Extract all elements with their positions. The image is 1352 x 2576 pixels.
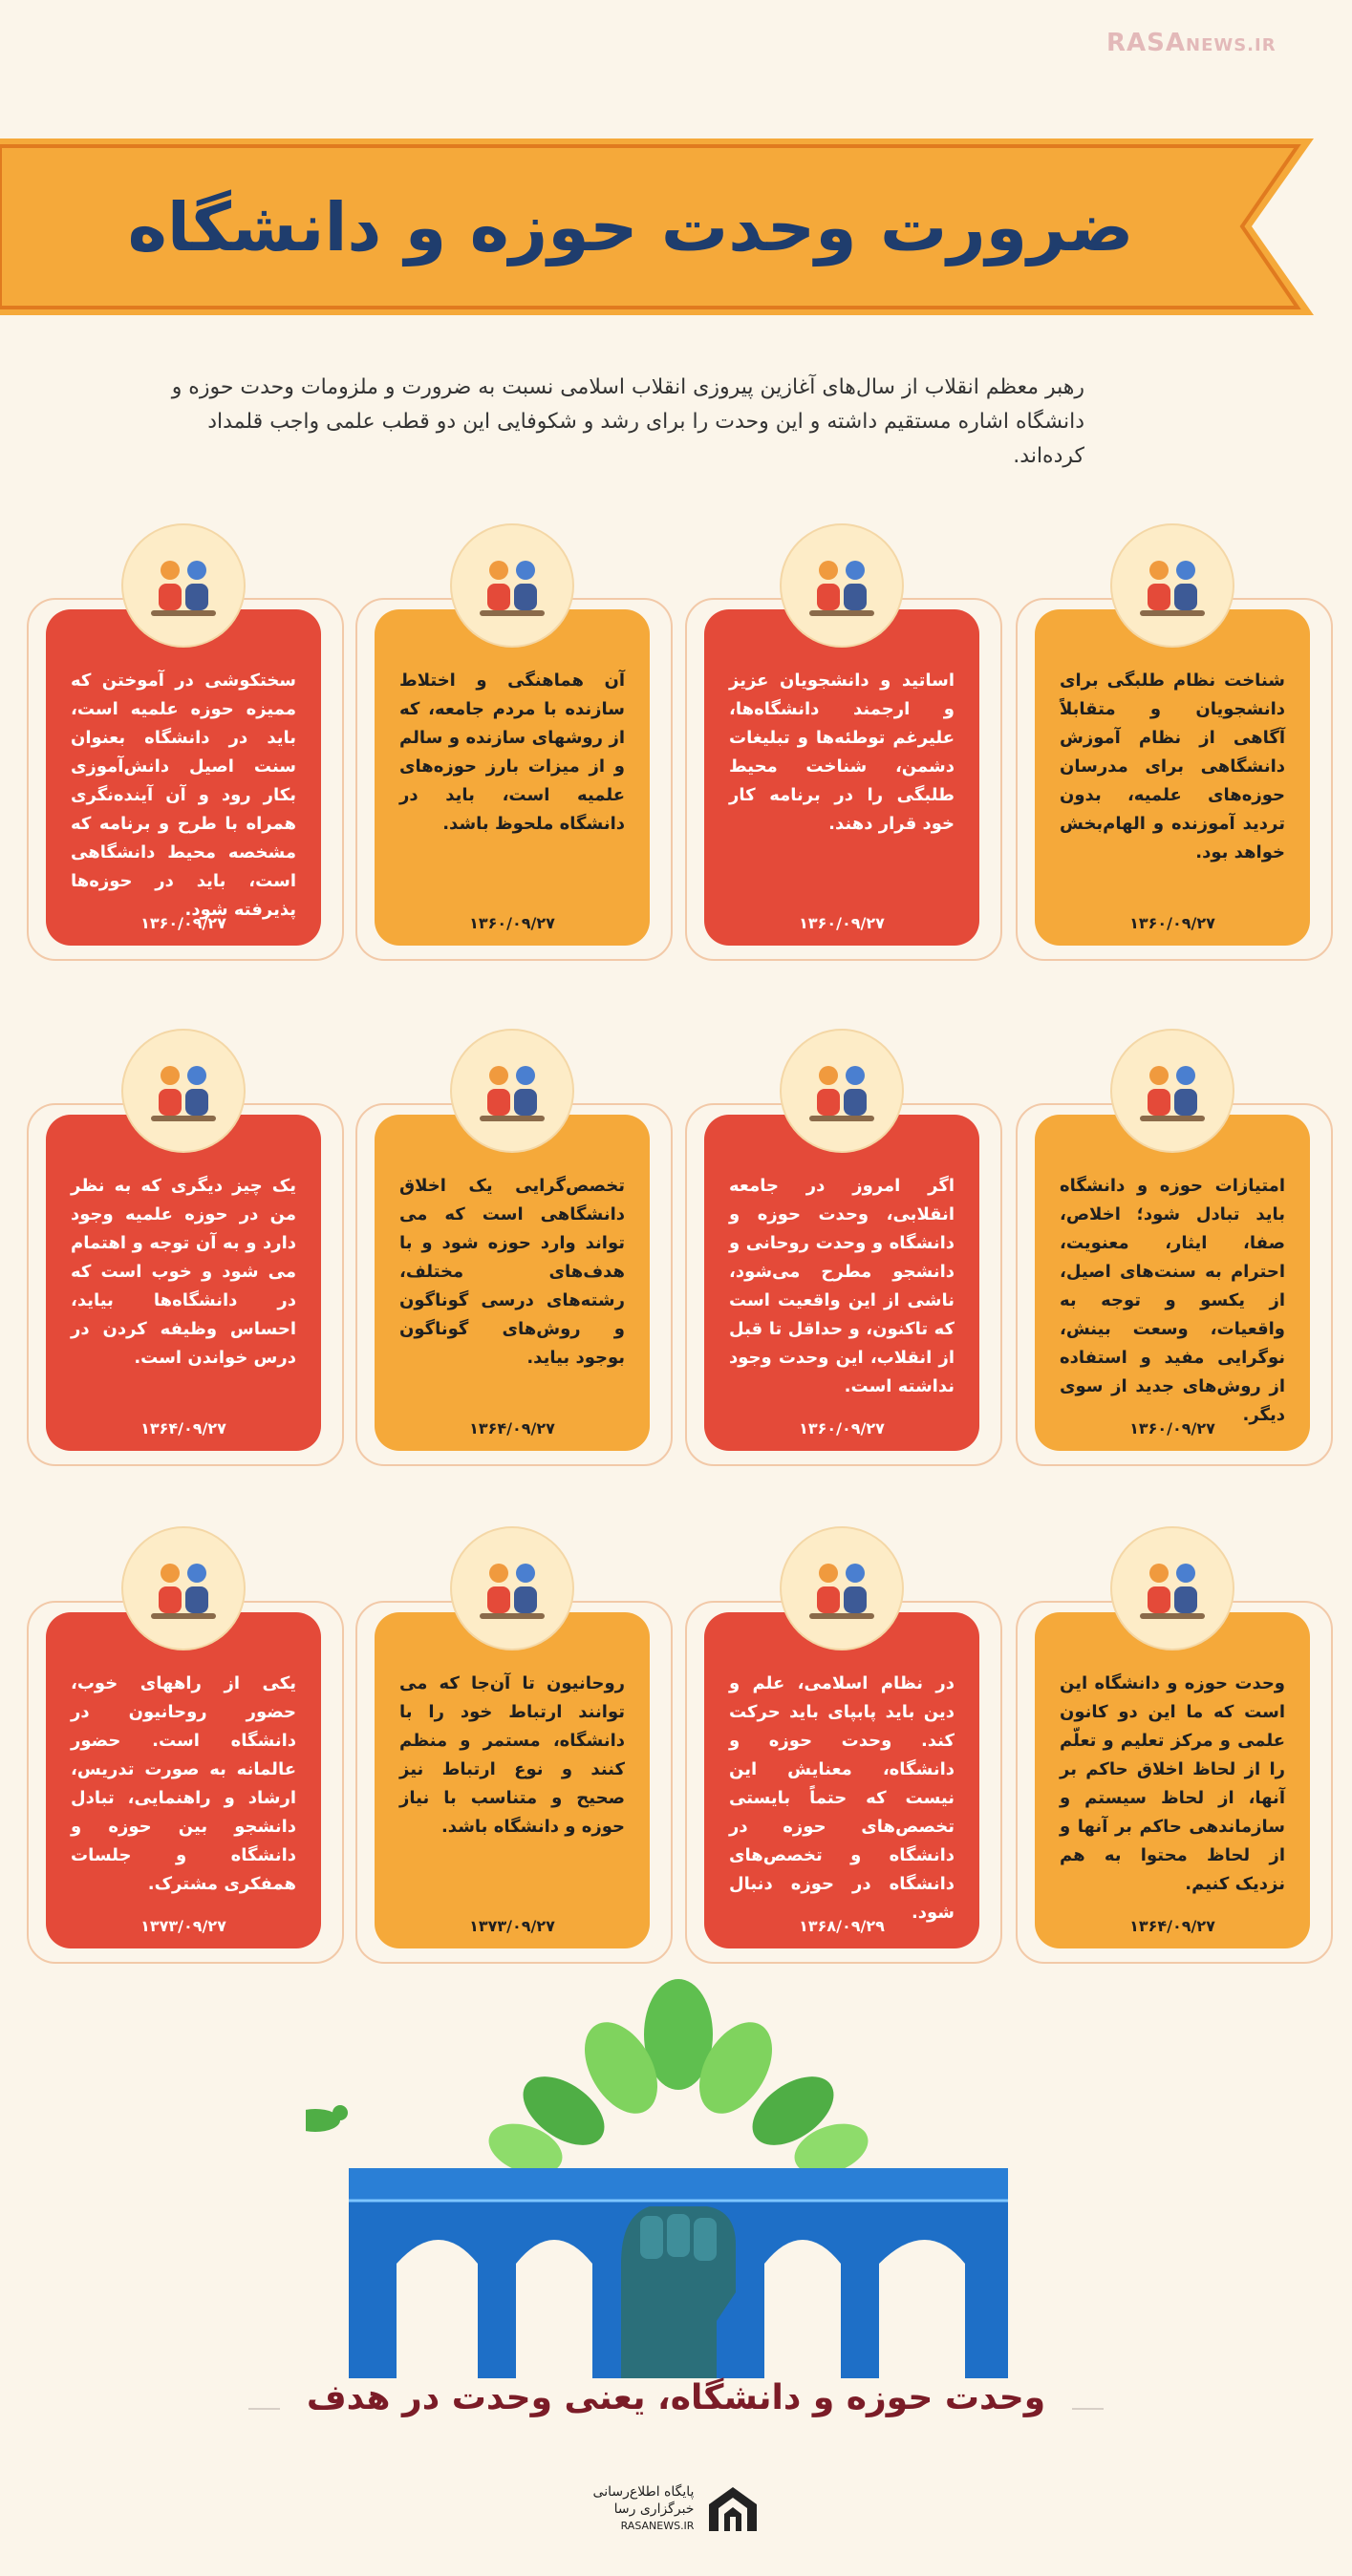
students-books-icon [782, 525, 902, 646]
quote-card [46, 1612, 321, 1948]
footer-domain: RASANEWS.IR [620, 2520, 695, 2532]
quote-date: ۱۳۶۴/۰۹/۲۷ [1129, 1917, 1215, 1935]
team-meeting-icon [452, 525, 572, 646]
quote-card [375, 609, 650, 946]
quote-date: ۱۳۶۰/۰۹/۲۷ [799, 914, 885, 932]
quote-date: ۱۳۷۳/۰۹/۲۷ [140, 1917, 226, 1935]
quote-date: ۱۳۶۰/۰۹/۲۷ [1129, 1419, 1215, 1437]
footer-logo [0, 2483, 1352, 2535]
intro-paragraph: رهبر معظم انقلاب از سال‌های آغازین پیروزی انقلاب اسلامی نسبت به ضرورت و ملزومات وحدت حوزه و دانشگاه اشاره مستقیم داشته و این وحدت را برای رشد و شکوفایی این دو قطب علمی واجب قلمداد کرده‌اند. [171, 375, 1084, 468]
teacher-icon [123, 525, 244, 646]
quote-card [46, 609, 321, 946]
quote-text: تخصص‌گرایی یک اخلاق دانشگاهی است که می تواند وارد حوزه شود و با هدف‌های مختلف، رشته‌های درسی گوناگون و روش‌های گوناگون بوجود بیاید. [399, 1176, 625, 1368]
quote-card [46, 1115, 321, 1451]
quote-card [704, 609, 979, 946]
rasa-logo-icon [707, 2485, 759, 2533]
slogan-text: وحدت حوزه و دانشگاه، یعنی وحدت در هدف [280, 2378, 1072, 2417]
bird-icon [306, 2105, 348, 2132]
desk-meeting-icon [452, 1528, 572, 1649]
ideas-icon [782, 1528, 902, 1649]
watermark-domain: NEWS.IR [1186, 35, 1277, 55]
quote-card [375, 1115, 650, 1451]
quote-date: ۱۳۶۰/۰۹/۲۷ [469, 914, 555, 932]
quote-text: اگر امروز در جامعه انقلابی، وحدت حوزه و دانشگاه و وحدت روحانی و دانشجو مطرح می‌شود، ناشی از این واقعیت است که تاکنون، و حداقل تا قبل از انقلاب، این وحدت وجود نداشته است. [729, 1176, 955, 1396]
quote-date: ۱۳۶۰/۰۹/۲۷ [1129, 914, 1215, 932]
footer-text [593, 2483, 695, 2535]
quote-date: ۱۳۶۴/۰۹/۲۷ [469, 1419, 555, 1437]
question-group-icon [123, 1528, 244, 1649]
quote-card [1035, 1612, 1310, 1948]
quote-text: در نظام اسلامی، علم و دین باید پابپای باید حرکت کند. وحدت حوزه و دانشگاه، معنایش این نیست که حتماً بایستی تخصص‌های حوزه در دانشگاه و تخصص‌های دانشگاه در حوزه دنبال شود. [729, 1673, 955, 1923]
quote-date: ۱۳۶۴/۰۹/۲۷ [140, 1419, 226, 1437]
watermark-brand: RASA [1106, 29, 1186, 57]
quote-text: اساتید و دانشجویان عزیز و ارجمند دانشگاه‌ها، علیرغم توطئه‌ها و تبلیغات دشمن، شناخت محیط طلبگی را در برنامه کار خود قرار دهند. [729, 671, 955, 834]
page-title: ضرورت وحدت حوزه و دانشگاه [127, 187, 1134, 266]
discussion-icon [782, 1031, 902, 1151]
quote-text: روحانیون تا آن‌جا که می توانند ارتباط خود را با دانشگاه، مستمر و منظم کنند و نوع ارتباط نیز صحیح و متناسب با نیاز حوزه و دانشگاه باشد. [399, 1673, 625, 1837]
quote-text: یک چیز دیگری که به نظر من در حوزه علمیه وجود دارد و به آن توجه و اهتمام می شود و خوب است که در دانشگاه‌ها بیاید، احساس وظیفه کردن در درس خواندن است. [71, 1176, 296, 1368]
brand-watermark [1106, 29, 1277, 57]
collaboration-icon [1112, 525, 1233, 646]
video-conference-icon [1112, 1528, 1233, 1649]
footer-line1: پایگاه اطلاع‌رسانی [592, 2484, 695, 2500]
slogan [0, 2378, 1352, 2417]
quote-date: ۱۳۶۰/۰۹/۲۷ [140, 914, 226, 932]
quote-date: ۱۳۶۸/۰۹/۲۹ [799, 1917, 885, 1935]
leaves-icon [482, 1979, 875, 2183]
puzzle-team-icon [1112, 1031, 1233, 1151]
quote-date: ۱۳۶۰/۰۹/۲۷ [799, 1419, 885, 1437]
quote-text: آن هماهنگی و اختلاط سازنده با مردم جامعه، که از روشهای سازنده و سالم و از میزات بارز حوزه‌های علمیه است، باید در دانشگاه ملحوظ باشد. [399, 671, 625, 834]
quote-text: وحدت حوزه و دانشگاه این است که ما این دو کانون علمی و مرکز تعلیم و تعلّم را از لحاظ اخلاق حاکم بر آنها، از لحاظ سیستم و سازماندهی حاکم بر آنها و از لحاظ محتوا به هم نزدیک کنیم. [1060, 1673, 1285, 1894]
quote-text: یکی از راههای خوب، حضور روحانیون در دانشگاه است. حضور عالمانه به صورت تدریس، ارشاد و راهنمایی، تبادل دانشجو بین حوزه و دانشگاه و جلسات همفکری مشترک. [71, 1673, 296, 1894]
quote-card [1035, 1115, 1310, 1451]
quote-date: ۱۳۷۳/۰۹/۲۷ [469, 1917, 555, 1935]
quote-card [375, 1612, 650, 1948]
quote-card [704, 1612, 979, 1948]
quote-text: سختکوشی در آموختن که ممیزه حوزه علمیه است، باید در دانشگاه بعنوان سنت اصیل دانش‌آموزی بکار رود و آن آینده‌نگری همراه با طرح و برنامه که مشخصه محیط دانشگاهی است، باید در حوزه‌ها پذیرفته شود. [71, 671, 296, 920]
schedule-icon [123, 1031, 244, 1151]
footer-line2: خبرگزاری رسا [613, 2501, 695, 2517]
bridge-hand-illustration [306, 1977, 1051, 2388]
quote-card [1035, 609, 1310, 946]
quote-card [704, 1115, 979, 1451]
quote-text: امتیازات حوزه و دانشگاه باید تبادل شود؛ اخلاص، صفا، ایثار، معنویت، احترام به سنت‌های اصیل، از یکسو و توجه به واقعیات، وسعت بینش، نوگرایی مفید و استفاده از روش‌های جدید از سوی دیگر. [1060, 1176, 1285, 1425]
quote-text: شناخت نظام طلبگی برای دانشجویان و متقابلاً آگاهی از نظام آموزش دانشگاهی برای مدرسان حوزه‌های علمیه، بدون تردید آموزنده و الهام‌بخش خواهد بود. [1060, 671, 1285, 862]
specialist-icon [452, 1031, 572, 1151]
